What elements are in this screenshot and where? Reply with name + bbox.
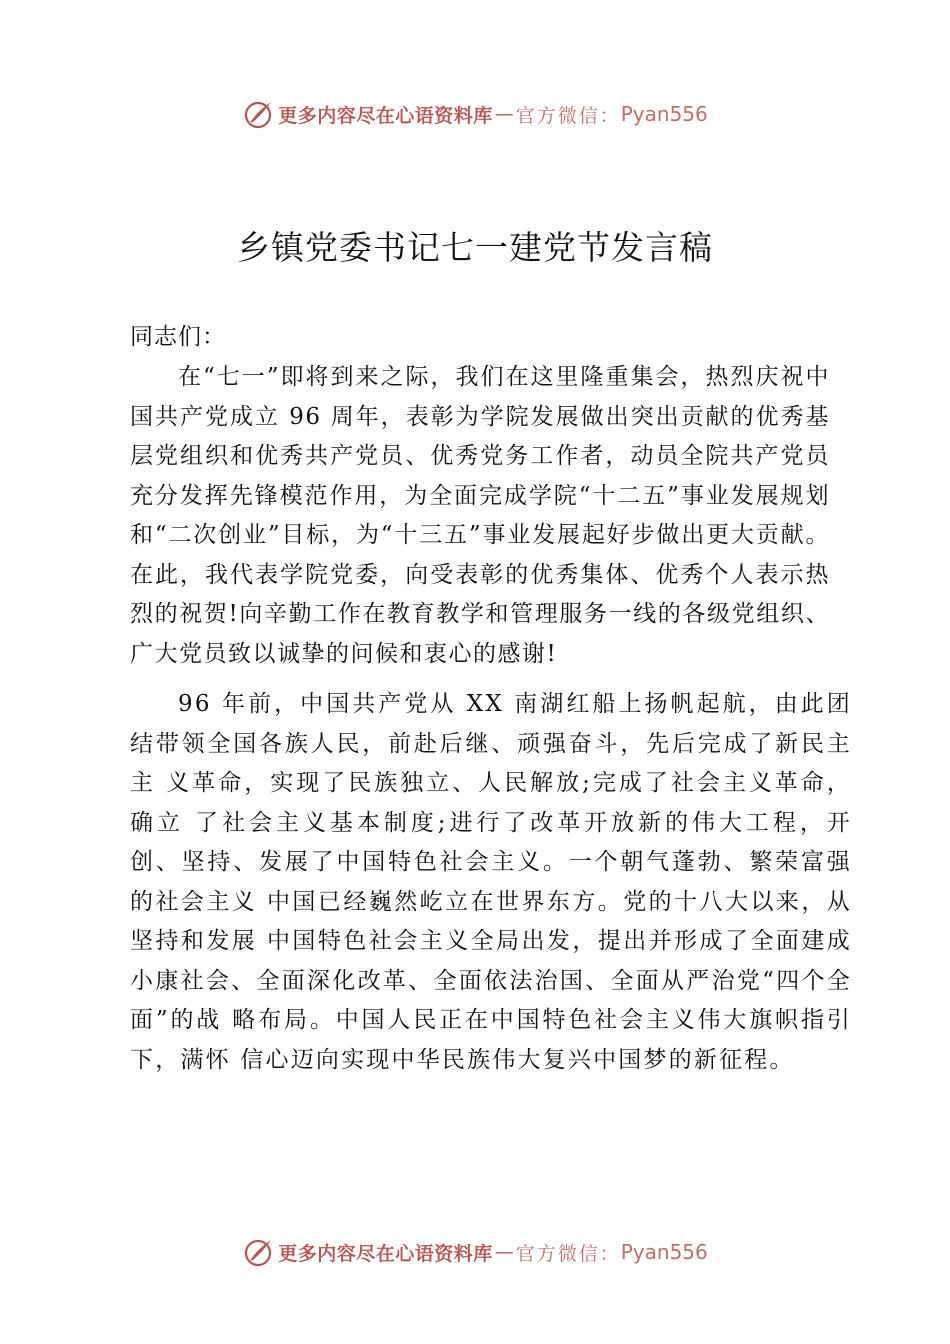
salutation: 同志们： bbox=[130, 324, 226, 350]
paragraph: 在“七一”即将到来之际，我们在这里隆重集会，热烈庆祝中国共产党成立 96 周年，表彰为学院发展做出突出贡献的优秀基层党组织和优秀共产党员、优秀党务工作者，动员全院共产党员充分发挥先锋模范作用，为全面完成学院“十二五”事业发展规划和“二次创业”目标，为“十三五”事业发展起好步做出更大贡献。在此，我代表学院党委，向受表彰的优秀集体、优秀个人表示热烈的祝贺!向辛勤工作在教育教学和管理服务一线的各级党组织、广大党员致以诚挚的问候和衷心的感谢! bbox=[130, 364, 830, 667]
document-title: 乡镇党委书记七一建党节发言稿 bbox=[237, 228, 713, 267]
banner-separator: — bbox=[494, 1241, 514, 1263]
paragraph: 96 年前，中国共产党从 XX 南湖红船上扬帆起航，由此团结带领全国各族人民，前赴后继、顽强奋斗，先后完成了新民主主 义革命，实现了民族独立、人民解放;完成了社会主义革命，确立 了社会主义基本制度;进行了改革开放新的伟大工程，开创、坚持、发展了中国特色社会主义。一个朝气蓬勃、繁荣富强的社会主义 中国已经巍然屹立在世界东方。党的十八大以来，从坚持和发展 中国特色社会主义全局出发，提出并形成了全面建成小康社会、全面深化改革、全面依法治国、全面从严治党“四个全面”的战 略布局。中国人民正在中国特色社会主义伟大旗帜指引下，满怀 信心迈向实现中华民族伟大复兴中国梦的新征程。 bbox=[130, 691, 852, 1073]
banner-text: 更多内容尽在心语资料库 bbox=[278, 104, 493, 127]
quill-logo-icon bbox=[242, 1236, 274, 1268]
banner-wechat-id: Pyan556 bbox=[620, 1240, 708, 1264]
header-banner bbox=[0, 94, 950, 134]
banner-text: 更多内容尽在心语资料库 bbox=[278, 1242, 493, 1265]
banner-separator: — bbox=[494, 103, 514, 125]
banner-wechat-id: Pyan556 bbox=[620, 102, 708, 126]
banner-wechat-label: 官方微信： bbox=[515, 104, 621, 127]
quill-logo-icon bbox=[242, 98, 274, 130]
footer-banner bbox=[0, 1232, 950, 1272]
banner-wechat-label: 官方微信： bbox=[515, 1242, 621, 1265]
